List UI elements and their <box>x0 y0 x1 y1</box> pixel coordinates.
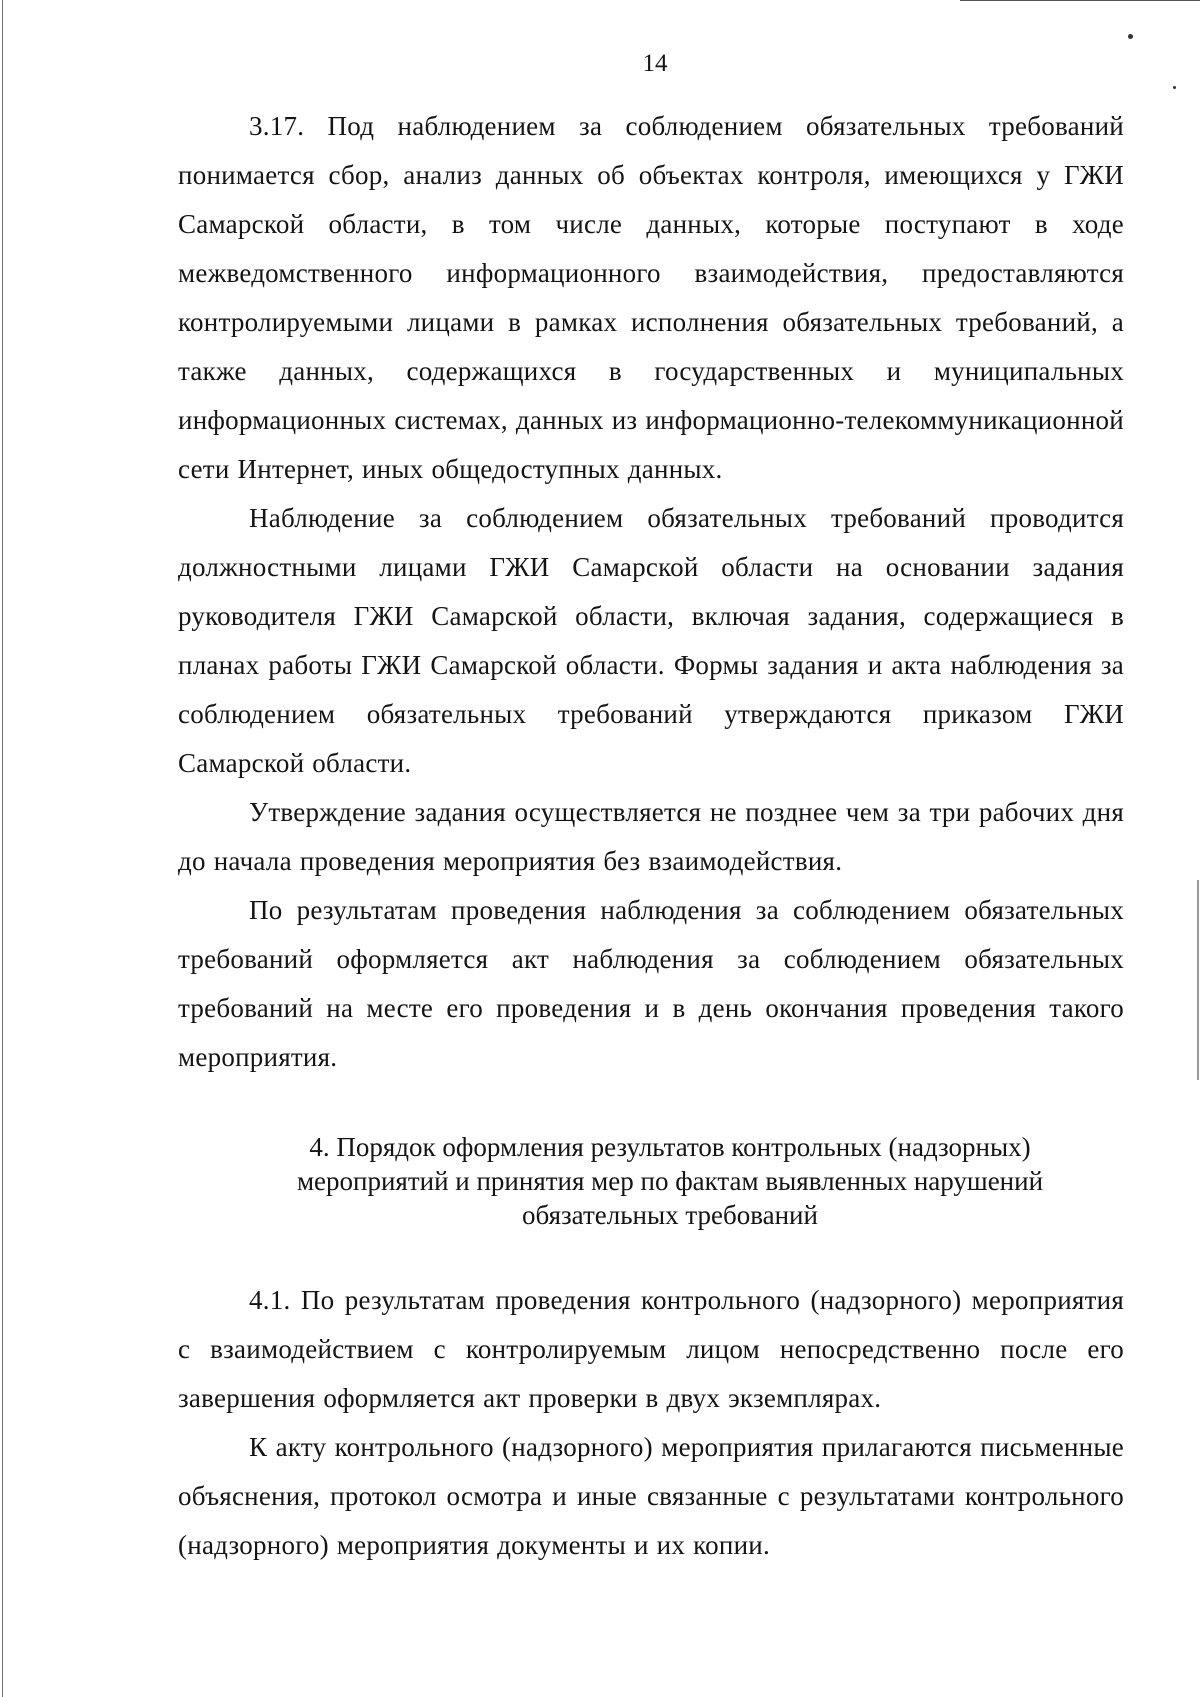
paragraph-observation-officials: Наблюдение за соблюдением обязательных требований проводится должностными лицами ГЖИ Самарской области на основании задания руководителя ГЖИ Самарской области, включая задания, содержащиеся в планах работы ГЖИ Самарской области. Формы задания и акта наблюдения за соблюдением обязательных требований утверждаются приказом ГЖИ Самарской области. <box>178 503 1124 778</box>
paragraph-4-1: 4.1. По результатам проведения контрольного (надзорного) мероприятия с взаимодействием с контролируемым лицом непосредственно после его завершения оформляется акт проверки в двух экземплярах. <box>178 1285 1124 1413</box>
scan-edge <box>2 0 3 1697</box>
page-number: 14 <box>642 50 668 77</box>
heading-line: 4. Порядок оформления результатов контрольных (надзорных) <box>309 1132 1031 1162</box>
scan-speck <box>1128 34 1133 39</box>
scan-edge <box>1197 880 1199 1080</box>
paragraph-observation-act: По результатам проведения наблюдения за соблюдением обязательных требований оформляется акт наблюдения за соблюдением обязательных требований на месте его проведения и в день окончания проведения такого мероприятия. <box>178 895 1124 1072</box>
paragraph-attachments: К акту контрольного (надзорного) мероприятия прилагаются письменные объяснения, протокол осмотра и иные связанные с результатами контрольного (надзорного) мероприятия документы и их копии. <box>178 1432 1124 1560</box>
paragraph-task-approval: Утверждение задания осуществляется не позднее чем за три рабочих дня до начала проведения мероприятия без взаимодействия. <box>178 797 1124 876</box>
paragraph-3-17: 3.17. Под наблюдением за соблюдением обязательных требований понимается сбор, анализ данных об объектах контроля, имеющихся у ГЖИ Самарской области, в том числе данных, которые поступают в ходе межведомственного информационного взаимодействия, предоставляются контролируемыми лицами в рамках исполнения обязательных требований, а также данных, содержащихся в государственных и муниципальных информационных системах, данных из информационно-телекоммуникационной сети Интернет, иных общедоступных данных. <box>178 111 1124 484</box>
heading-line: мероприятий и принятия мер по фактам выявленных нарушений <box>296 1166 1044 1196</box>
scan-edge <box>960 0 1200 1</box>
heading-line: обязательных требований <box>522 1200 818 1230</box>
section-4-heading <box>250 1130 1090 1232</box>
scan-speck <box>1173 86 1176 89</box>
